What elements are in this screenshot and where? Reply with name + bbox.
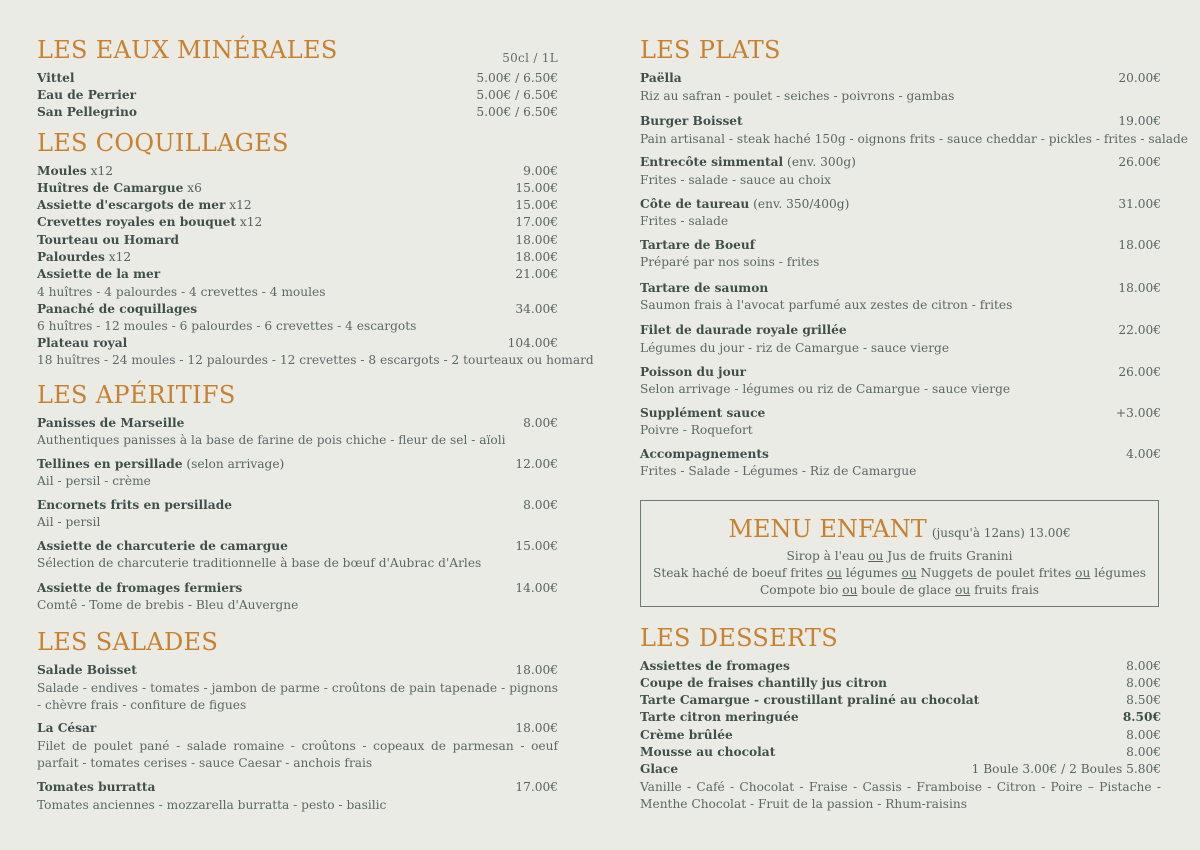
menu-item: Assiette de charcuterie de camargue 15.00€	[37, 539, 558, 553]
menu-item-desc: Authentiques panisses à la base de farine de pois chiche - fleur de sel - aïoli	[37, 433, 506, 447]
menu-item: Tartare de Boeuf 18.00€	[640, 238, 1161, 252]
menu-item: Filet de daurade royale grillée 22.00€	[640, 323, 1161, 337]
menu-item-desc: Frites - Salade - Légumes - Riz de Camargue	[640, 464, 917, 478]
menu-item: Tellines en persillade (selon arrivage) 12.00€	[37, 457, 558, 471]
section-title-aperitifs: LES APÉRITIFS	[37, 381, 236, 409]
section-title-plats: LES PLATS	[640, 36, 781, 64]
menu-item-desc: Filet de poulet pané - salade romaine - croûtons - copeaux de parmesan - oeuf parfait - tomates cerises - sauce Caesar - anchois frais	[37, 739, 558, 770]
menu-item: Mousse au chocolat 8.00€	[640, 745, 1161, 759]
menu-item: Tarte citron meringuée 8.50€	[640, 710, 1161, 724]
menu-item-desc: 4 huîtres - 4 palourdes - 4 crevettes - 4 moules	[37, 285, 326, 299]
menu-item-desc: Pain artisanal - steak haché 150g - oignons frits - sauce cheddar - pickles - frites - salade	[640, 132, 1189, 146]
section-title-coquillages: LES COQUILLAGES	[37, 129, 289, 157]
menu-item: Tarte Camargue - croustillant praliné au chocolat 8.50€	[640, 693, 1161, 707]
menu-item-desc: Frites - salade - sauce au choix	[640, 173, 832, 187]
menu-enfant-line: Sirop à l'eau ou Jus de fruits Granini	[786, 549, 1013, 563]
menu-item: Crème brûlée 8.00€	[640, 728, 1161, 742]
menu-item-desc: Selon arrivage - légumes ou riz de Camargue - sauce vierge	[640, 382, 1011, 396]
section-title-desserts: LES DESSERTS	[640, 624, 838, 652]
menu-item: Coupe de fraises chantilly jus citron 8.00€	[640, 676, 1161, 690]
menu-item-desc: Frites - salade	[640, 214, 729, 228]
section-title-salades: LES SALADES	[37, 628, 219, 656]
menu-item: Supplément sauce +3.00€	[640, 406, 1161, 420]
menu-item: Salade Boisset 18.00€	[37, 663, 558, 677]
menu-item-desc: Comtê - Tome de brebis - Bleu d'Auvergne	[37, 598, 299, 612]
menu-enfant-box	[640, 500, 1159, 607]
menu-item-desc: Poivre - Roquefort	[640, 423, 753, 437]
menu-item-desc: Préparé par nos soins - frites	[640, 255, 820, 269]
menu-item-desc: Tomates anciennes - mozzarella burratta - pesto - basilic	[37, 798, 387, 812]
menu-item: Glace 1 Boule 3.00€ / 2 Boules 5.80€	[640, 762, 1161, 776]
menu-enfant-line: Compote bio ou boule de glace ou fruits frais	[759, 583, 1039, 597]
menu-item: San Pellegrino 5.00€ / 6.50€	[37, 105, 558, 119]
menu-item: Assiette d'escargots de mer x12 15.00€	[37, 198, 558, 212]
menu-item: Assiette de la mer 21.00€	[37, 267, 558, 281]
menu-item: Encornets frits en persillade 8.00€	[37, 498, 558, 512]
menu-item: Assiette de fromages fermiers 14.00€	[37, 581, 558, 595]
menu-item: Burger Boisset 19.00€	[640, 114, 1161, 128]
menu-enfant-title: MENU ENFANT	[728, 515, 927, 543]
eaux-size-note: 50cl / 1L	[502, 51, 558, 65]
menu-item: Plateau royal 104.00€	[37, 336, 558, 350]
menu-item-desc: Sélection de charcuterie traditionnelle à base de bœuf d'Aubrac d'Arles	[37, 556, 482, 570]
menu-item: Moules x12 9.00€	[37, 164, 558, 178]
section-title-eaux: LES EAUX MINÉRALES 50cl / 1L	[37, 36, 558, 64]
menu-item-desc: 6 huîtres - 12 moules - 6 palourdes - 6 crevettes - 4 escargots	[37, 319, 417, 333]
menu-item: Huîtres de Camargue x6 15.00€	[37, 181, 558, 195]
menu-item-desc: Salade - endives - tomates - jambon de parme - croûtons de pain tapenade - pignons - chèvre frais - confiture de figues	[37, 681, 558, 712]
menu-enfant-line: Steak haché de boeuf frites ou légumes ou Nuggets de poulet frites ou légumes	[652, 566, 1147, 580]
menu-item: Poisson du jour 26.00€	[640, 365, 1161, 379]
menu-item: Tourteau ou Homard 18.00€	[37, 233, 558, 247]
menu-item: Panaché de coquillages 34.00€	[37, 302, 558, 316]
menu-item: Palourdes x12 18.00€	[37, 250, 558, 264]
menu-item: Vittel 5.00€ / 6.50€	[37, 71, 558, 85]
menu-item-desc: Vanille - Café - Chocolat - Fraise - Cassis - Framboise - Citron - Poire – Pistache - Menthe Chocolat - Fruit de la passion - Rhum-raisins	[640, 780, 1161, 811]
menu-item-desc: 18 huîtres - 24 moules - 12 palourdes - 12 crevettes - 8 escargots - 2 tourteaux ou homard	[37, 353, 594, 367]
menu-item: Côte de taureau (env. 350/400g) 31.00€	[640, 197, 1161, 211]
menu-item: Tartare de saumon 18.00€	[640, 281, 1161, 295]
menu-item: Assiettes de fromages 8.00€	[640, 659, 1161, 673]
menu-item-desc: Ail - persil - crème	[37, 474, 151, 488]
menu-item: Eau de Perrier 5.00€ / 6.50€	[37, 88, 558, 102]
menu-item: Tomates burratta 17.00€	[37, 780, 558, 794]
menu-item: Crevettes royales en bouquet x12 17.00€	[37, 215, 558, 229]
menu-enfant-note: (jusqu'à 12ans) 13.00€	[931, 526, 1071, 540]
menu-item: Paëlla 20.00€	[640, 71, 1161, 85]
menu-item: Accompagnements 4.00€	[640, 447, 1161, 461]
menu-item-desc: Riz au safran - poulet - seiches - poivrons - gambas	[640, 89, 955, 103]
menu-item: Entrecôte simmental (env. 300g) 26.00€	[640, 155, 1161, 169]
menu-item: Panisses de Marseille 8.00€	[37, 416, 558, 430]
menu-item-desc: Ail - persil	[37, 515, 101, 529]
menu-item: La César 18.00€	[37, 721, 558, 735]
menu-item-desc: Saumon frais à l'avocat parfumé aux zestes de citron - frites	[640, 298, 1013, 312]
menu-item-desc: Légumes du jour - riz de Camargue - sauce vierge	[640, 341, 950, 355]
